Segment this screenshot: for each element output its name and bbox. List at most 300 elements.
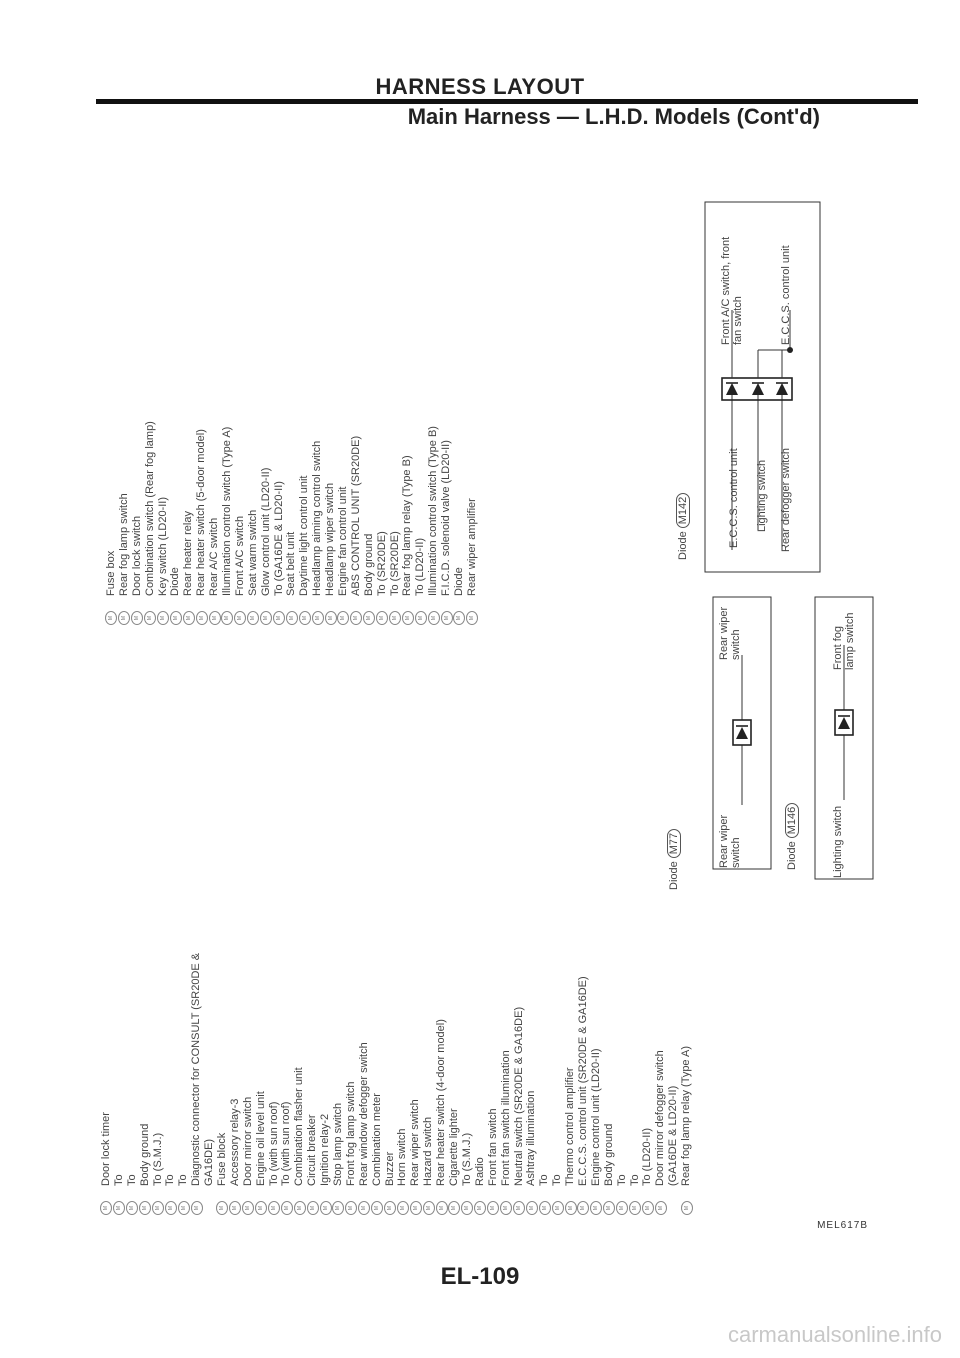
connector-code xyxy=(298,604,311,632)
connector-circle-icon: M xyxy=(487,1201,499,1215)
connector-row xyxy=(319,710,332,1222)
diode-m77-left-label: Rear wiper switch xyxy=(718,814,742,868)
connector-circle-icon: M xyxy=(345,1201,357,1215)
connector-code xyxy=(435,1194,448,1222)
connector-circle-icon: M xyxy=(325,611,337,625)
diode-m142-input-3: Rear defogger switch xyxy=(780,448,792,552)
connector-code xyxy=(513,1194,526,1222)
connector-row xyxy=(564,710,577,1222)
connector-row xyxy=(260,87,273,632)
connector-row xyxy=(538,710,551,1222)
connector-circle-icon: M xyxy=(552,1201,564,1215)
connector-circle-icon: M xyxy=(526,1201,538,1215)
connector-circle-icon: M xyxy=(474,1201,486,1215)
connector-label: Hazard switch xyxy=(422,1116,435,1186)
connector-circle-icon: M xyxy=(500,1201,512,1215)
connector-row xyxy=(461,710,474,1222)
connector-circle-icon: M xyxy=(655,1201,667,1215)
connector-row xyxy=(293,710,306,1222)
connector-code xyxy=(453,604,466,632)
connector-row xyxy=(358,710,371,1222)
connector-label: Body ground xyxy=(602,1123,615,1186)
connector-code xyxy=(551,1194,564,1222)
connector-label: Door mirror switch xyxy=(241,1096,254,1186)
connector-circle-icon: M xyxy=(312,611,324,625)
connector-label: Neutral switch (SR20DE & GA16DE) xyxy=(512,1006,525,1186)
connector-label: To (S.M.J.) xyxy=(151,1132,164,1186)
connector-list-left xyxy=(100,710,693,1222)
connector-row xyxy=(229,710,242,1222)
connector-code xyxy=(427,604,440,632)
connector-circle-icon: M xyxy=(260,611,272,625)
connector-code xyxy=(324,604,337,632)
connector-row xyxy=(139,710,152,1222)
connector-row xyxy=(242,710,255,1222)
connector-row xyxy=(440,87,453,632)
connector-code xyxy=(195,604,208,632)
connector-circle-icon: M xyxy=(281,1201,293,1215)
connector-code xyxy=(285,604,298,632)
connector-label: Cigarette lighter xyxy=(448,1108,461,1186)
connector-label: Front fog lamp switch xyxy=(344,1081,357,1186)
connector-circle-icon: M xyxy=(307,1201,319,1215)
connector-row xyxy=(389,87,402,632)
connector-circle-icon: M xyxy=(371,1201,383,1215)
connector-row xyxy=(177,710,190,1222)
connector-code xyxy=(350,604,363,632)
connector-circle-icon: M xyxy=(681,1201,693,1215)
connector-circle-icon: M xyxy=(577,1201,589,1215)
page-number: EL-109 xyxy=(440,1263,520,1290)
connector-code xyxy=(208,604,221,632)
connector-label: To (GA16DE & LD20-II) xyxy=(272,481,285,596)
connector-code xyxy=(268,1194,281,1222)
connector-code xyxy=(448,1194,461,1222)
connector-row xyxy=(641,710,654,1222)
connector-circle-icon: M xyxy=(337,611,349,625)
connector-circle-icon: M xyxy=(616,1201,628,1215)
connector-circle-icon: M xyxy=(294,1201,306,1215)
diode-m142-label: DiodeM142 xyxy=(676,493,690,560)
connector-code xyxy=(440,604,453,632)
connector-code xyxy=(100,1194,113,1222)
connector-circle-icon: M xyxy=(402,611,414,625)
connector-label: Headlamp wiper switch xyxy=(324,482,337,596)
connector-code xyxy=(190,1194,203,1222)
connector-code xyxy=(126,1194,139,1222)
connector-label: To (with sun roof) xyxy=(280,1101,293,1186)
diode-m142-input-1: E.C.C.S. control unit xyxy=(728,448,740,548)
diode-m77-label: DiodeM77 xyxy=(667,829,681,890)
connector-label: Door mirror defogger switch xyxy=(654,1050,667,1186)
connector-circle-icon: M xyxy=(428,611,440,625)
connector-code xyxy=(234,604,247,632)
connector-label: To xyxy=(615,1174,628,1186)
connector-row xyxy=(144,87,157,632)
connector-code xyxy=(169,604,182,632)
connector-row xyxy=(216,710,229,1222)
connector-label: Seat belt unit xyxy=(285,531,298,596)
connector-circle-icon: M xyxy=(565,1201,577,1215)
connector-label: To (LD20-II) xyxy=(414,537,427,596)
connector-row xyxy=(603,710,616,1222)
connector-row xyxy=(234,87,247,632)
connector-code xyxy=(221,604,234,632)
connector-label: Radio xyxy=(473,1157,486,1186)
connector-label: Door lock switch xyxy=(130,515,143,596)
connector-label: Seat warm switch xyxy=(246,509,259,596)
connector-circle-icon: M xyxy=(255,1201,267,1215)
connector-circle-icon: M xyxy=(466,611,478,625)
connector-code xyxy=(319,1194,332,1222)
connector-label: To xyxy=(112,1174,125,1186)
connector-code xyxy=(616,1194,629,1222)
connector-label: Rear fog lamp switch xyxy=(117,493,130,596)
connector-code xyxy=(590,1194,603,1222)
connector-code xyxy=(371,1194,384,1222)
connector-code xyxy=(337,604,350,632)
connector-code xyxy=(401,604,414,632)
connector-row xyxy=(324,87,337,632)
connector-label: Illumination control switch (Type B) xyxy=(427,426,440,596)
connector-circle-icon: M xyxy=(629,1201,641,1215)
connector-code xyxy=(280,1194,293,1222)
connector-code xyxy=(164,1194,177,1222)
connector-row xyxy=(164,710,177,1222)
connector-row xyxy=(152,710,165,1222)
connector-label: Door lock timer xyxy=(100,1112,112,1186)
connector-code xyxy=(654,1194,667,1222)
connector-code xyxy=(363,604,376,632)
connector-label: Combination meter xyxy=(370,1093,383,1186)
connector-row xyxy=(667,710,680,1222)
connector-label: Rear heater switch (4-door model) xyxy=(435,1019,448,1186)
connector-code xyxy=(376,604,389,632)
connector-circle-icon: M xyxy=(384,1201,396,1215)
connector-row xyxy=(195,87,208,632)
connector-row xyxy=(409,710,422,1222)
connector-row xyxy=(113,710,126,1222)
connector-code xyxy=(152,1194,165,1222)
connector-row xyxy=(350,87,363,632)
connector-code xyxy=(474,1194,487,1222)
connector-code xyxy=(414,604,427,632)
connector-label: To (with sun roof) xyxy=(267,1101,280,1186)
connector-row xyxy=(280,710,293,1222)
connector-label: Front A/C switch xyxy=(233,515,246,596)
connector-label: F.I.C.D. solenoid valve (LD20-II) xyxy=(440,440,453,596)
connector-circle-icon: M xyxy=(196,611,208,625)
connector-circle-icon: M xyxy=(113,1201,125,1215)
connector-circle-icon: M xyxy=(539,1201,551,1215)
connector-row xyxy=(169,87,182,632)
connector-circle-icon: M xyxy=(441,611,453,625)
connector-row xyxy=(466,87,479,632)
connector-label: Engine fan control unit xyxy=(337,486,350,596)
connector-row xyxy=(422,710,435,1222)
connector-label: Front fan switch xyxy=(486,1108,499,1186)
connector-row xyxy=(306,710,319,1222)
connector-code xyxy=(389,604,402,632)
connector-label: Engine oil level unit xyxy=(254,1091,267,1186)
connector-row xyxy=(345,710,358,1222)
connector-code xyxy=(177,1194,190,1222)
connector-label: Rear wiper amplifier xyxy=(465,498,478,596)
connector-label: To xyxy=(628,1174,641,1186)
connector-label: Fuse box xyxy=(105,550,117,596)
connector-label: Buzzer xyxy=(383,1151,396,1186)
diode-m142-output-2: E.C.C.S. control unit xyxy=(780,245,792,345)
connector-row xyxy=(401,87,414,632)
connector-row xyxy=(221,87,234,632)
connector-label: Engine control unit (LD20-II) xyxy=(589,1048,602,1186)
connector-label: To (S.M.J.) xyxy=(460,1132,473,1186)
connector-circle-icon: M xyxy=(131,611,143,625)
connector-code xyxy=(332,1194,345,1222)
connector-circle-icon: M xyxy=(152,1201,164,1215)
connector-row xyxy=(453,87,466,632)
connector-label: To (SR20DE) xyxy=(375,531,388,596)
connector-circle-icon: M xyxy=(286,611,298,625)
diode-m146-left-label: Lighting switch xyxy=(832,805,844,878)
connector-row xyxy=(680,710,693,1222)
connector-code xyxy=(525,1194,538,1222)
connector-label: To (LD20-II) xyxy=(641,1127,654,1186)
connector-circle-icon: M xyxy=(183,611,195,625)
connector-row xyxy=(500,710,513,1222)
connector-row xyxy=(435,710,448,1222)
connector-circle-icon: M xyxy=(178,1201,190,1215)
connector-label: Combination flasher unit xyxy=(293,1067,306,1186)
connector-circle-icon: M xyxy=(273,611,285,625)
connector-circle-icon: M xyxy=(157,611,169,625)
connector-code xyxy=(118,604,131,632)
connector-circle-icon: M xyxy=(139,1201,151,1215)
connector-code xyxy=(131,604,144,632)
connector-circle-icon: M xyxy=(247,611,259,625)
connector-label: Ignition relay-2 xyxy=(319,1113,332,1186)
connector-code xyxy=(113,1194,126,1222)
connector-label: Diode xyxy=(453,567,466,596)
connector-code xyxy=(139,1194,152,1222)
connector-code xyxy=(229,1194,242,1222)
connector-row xyxy=(118,87,131,632)
connector-row xyxy=(396,710,409,1222)
connector-code xyxy=(203,1194,216,1222)
connector-row xyxy=(131,87,144,632)
connector-row xyxy=(487,710,500,1222)
connector-circle-icon: M xyxy=(242,1201,254,1215)
connector-label: Rear fog lamp relay (Type B) xyxy=(401,455,414,596)
connector-row xyxy=(654,710,667,1222)
connector-circle-icon: M xyxy=(448,1201,460,1215)
page-subtitle: Main Harness — L.H.D. Models (Cont'd) xyxy=(407,104,820,129)
connector-label: Thermo control amplifier xyxy=(564,1067,577,1186)
connector-label: Front fan switch illumination xyxy=(499,1050,512,1186)
connector-label: Rear heater switch (5-door model) xyxy=(195,429,208,596)
connector-code xyxy=(629,1194,642,1222)
connector-label: To xyxy=(164,1174,177,1186)
connector-row xyxy=(190,710,203,1222)
connector-row xyxy=(273,87,286,632)
connector-label: Headlamp aiming control switch xyxy=(311,440,324,596)
connector-code xyxy=(466,604,479,632)
connector-label: Circuit breaker xyxy=(306,1114,319,1186)
connector-row xyxy=(371,710,384,1222)
connector-row xyxy=(337,87,350,632)
diode-m77-right-label: Rear wiper switch xyxy=(718,606,742,660)
connector-label: To (SR20DE) xyxy=(388,531,401,596)
connector-row xyxy=(376,87,389,632)
connector-circle-icon: M xyxy=(363,611,375,625)
connector-code xyxy=(603,1194,616,1222)
connector-label: Illumination control switch (Type A) xyxy=(221,426,234,596)
connector-row xyxy=(474,710,487,1222)
connector-label: Rear window defogger switch xyxy=(357,1042,370,1186)
connector-code xyxy=(345,1194,358,1222)
connector-circle-icon: M xyxy=(358,1201,370,1215)
connector-circle-icon: M xyxy=(144,611,156,625)
connector-label: Glow control unit (LD20-II) xyxy=(259,467,272,596)
connector-label: Key switch (LD20-II) xyxy=(156,496,169,596)
connector-circle-icon: M xyxy=(461,1201,473,1215)
connector-circle-icon: M xyxy=(423,1201,435,1215)
connector-row xyxy=(298,87,311,632)
connector-code xyxy=(255,1194,268,1222)
connector-circle-icon: M xyxy=(105,611,117,625)
connector-label: Horn switch xyxy=(396,1128,409,1186)
connector-row xyxy=(311,87,324,632)
connector-label: Fuse block xyxy=(216,1132,229,1186)
connector-row xyxy=(448,710,461,1222)
connector-code xyxy=(667,1194,680,1222)
connector-code xyxy=(144,604,157,632)
connector-code xyxy=(247,604,260,632)
connector-row xyxy=(427,87,440,632)
connector-circle-icon: M xyxy=(191,1201,203,1215)
connector-circle-icon: M xyxy=(436,1201,448,1215)
connector-label: Rear heater relay xyxy=(182,511,195,596)
connector-row xyxy=(247,87,260,632)
connector-code xyxy=(105,604,118,632)
connector-circle-icon: M xyxy=(410,1201,422,1215)
connector-circle-icon: M xyxy=(453,611,465,625)
connector-row xyxy=(590,710,603,1222)
connector-code xyxy=(422,1194,435,1222)
connector-code xyxy=(409,1194,422,1222)
connector-label: Rear A/C switch xyxy=(208,517,221,596)
connector-list-right xyxy=(105,87,479,632)
connector-label: Stop lamp switch xyxy=(332,1102,345,1186)
connector-circle-icon: M xyxy=(513,1201,525,1215)
connector-row xyxy=(414,87,427,632)
figure-code: MEL617B xyxy=(817,1220,868,1231)
connector-row xyxy=(616,710,629,1222)
connector-label: Daytime light control unit xyxy=(298,475,311,596)
connector-row xyxy=(363,87,376,632)
connector-row xyxy=(126,710,139,1222)
connector-code xyxy=(384,1194,397,1222)
connector-circle-icon: M xyxy=(642,1201,654,1215)
watermark: carmanualsonline.info xyxy=(727,1322,942,1347)
connector-row xyxy=(513,710,526,1222)
diode-m142-input-2: Lighting switch xyxy=(756,459,768,532)
connector-circle-icon: M xyxy=(415,611,427,625)
connector-code xyxy=(273,604,286,632)
connector-code xyxy=(641,1194,654,1222)
connector-code xyxy=(564,1194,577,1222)
connector-circle-icon: M xyxy=(221,611,233,625)
connector-row xyxy=(551,710,564,1222)
connector-circle-icon: M xyxy=(389,611,401,625)
connector-circle-icon: M xyxy=(603,1201,615,1215)
connector-code xyxy=(182,604,195,632)
connector-label: Rear fog lamp relay (Type A) xyxy=(680,1045,693,1186)
connector-circle-icon: M xyxy=(299,611,311,625)
connector-circle-icon: M xyxy=(320,1201,332,1215)
connector-row xyxy=(577,710,590,1222)
connector-row xyxy=(525,710,538,1222)
connector-circle-icon: M xyxy=(229,1201,241,1215)
connector-circle-icon: M xyxy=(126,1201,138,1215)
connector-code xyxy=(306,1194,319,1222)
connector-label: Body ground xyxy=(138,1123,151,1186)
connector-row xyxy=(182,87,195,632)
connector-row xyxy=(203,710,216,1222)
connector-row xyxy=(268,710,281,1222)
connector-row xyxy=(332,710,345,1222)
connector-label: Combination switch (Rear fog lamp) xyxy=(143,421,156,596)
connector-row xyxy=(100,710,113,1222)
connector-circle-icon: M xyxy=(209,611,221,625)
connector-code xyxy=(260,604,273,632)
connector-row xyxy=(384,710,397,1222)
connector-code xyxy=(358,1194,371,1222)
connector-circle-icon: M xyxy=(397,1201,409,1215)
connector-code xyxy=(538,1194,551,1222)
connector-label: Diode xyxy=(169,567,182,596)
connector-label: To xyxy=(177,1174,190,1186)
connector-circle-icon: M xyxy=(376,611,388,625)
connector-code xyxy=(157,604,170,632)
connector-label: To xyxy=(551,1174,564,1186)
connector-row xyxy=(285,87,298,632)
connector-circle-icon: M xyxy=(332,1201,344,1215)
connector-code xyxy=(500,1194,513,1222)
connector-code xyxy=(293,1194,306,1222)
connector-code xyxy=(396,1194,409,1222)
diode-m146-right-label: Front fog lamp switch xyxy=(832,612,856,670)
connector-label: To xyxy=(538,1174,551,1186)
connector-label: ABS CONTROL UNIT (SR20DE) xyxy=(349,435,362,596)
connector-label: Body ground xyxy=(362,533,375,596)
connector-circle-icon: M xyxy=(216,1201,228,1215)
connector-label: Accessory relay-3 xyxy=(228,1098,241,1186)
connector-code xyxy=(242,1194,255,1222)
connector-code xyxy=(577,1194,590,1222)
connector-label: GA16DE) xyxy=(203,1138,216,1186)
connector-label: Rear wiper switch xyxy=(409,1099,422,1186)
connector-circle-icon: M xyxy=(118,611,130,625)
connector-circle-icon: M xyxy=(234,611,246,625)
connector-label: To xyxy=(125,1174,138,1186)
connector-circle-icon: M xyxy=(350,611,362,625)
connector-row xyxy=(255,710,268,1222)
connector-row xyxy=(105,87,118,632)
connector-code xyxy=(461,1194,474,1222)
diode-m142-output-1: Front A/C switch, front fan switch xyxy=(720,236,744,345)
connector-code xyxy=(311,604,324,632)
